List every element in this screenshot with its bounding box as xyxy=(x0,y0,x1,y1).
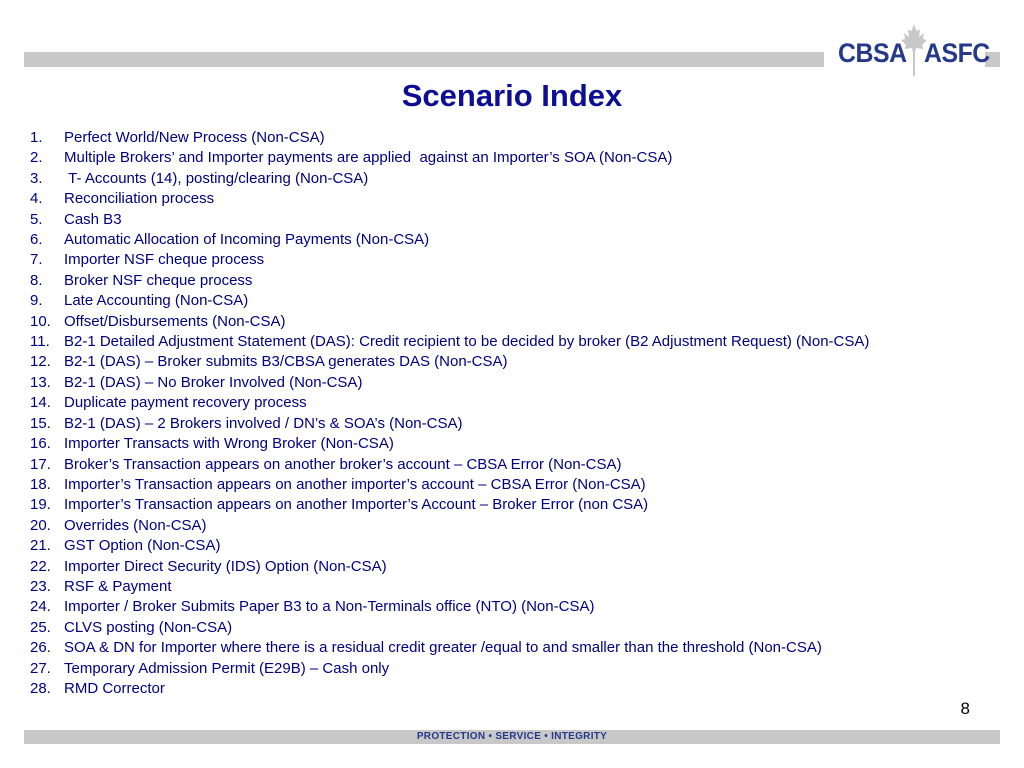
scenario-item-number: 8. xyxy=(30,271,43,289)
scenario-item-text: B2-1 Detailed Adjustment Statement (DAS): Credit recipient to be decided by broker (B2 Adjustment Request) (Non-CSA) xyxy=(64,333,870,351)
scenario-item-text: Importer’s Transaction appears on another importer’s account – CBSA Error (Non-CSA) xyxy=(64,475,646,493)
scenario-item-text: Multiple Brokers’ and Importer payments are applied against an Importer’s SOA (Non-CSA) xyxy=(64,149,673,167)
scenario-item-number: 24. xyxy=(30,598,51,616)
scenario-item-number: 3. xyxy=(30,169,43,187)
scenario-item-number: 26. xyxy=(30,639,51,657)
scenario-item-number: 6. xyxy=(30,231,43,249)
scenario-item xyxy=(30,577,950,597)
page-title: Scenario Index xyxy=(401,78,623,113)
scenario-item xyxy=(30,271,950,291)
scenario-item-number: 11. xyxy=(30,333,50,351)
scenario-item xyxy=(30,536,950,556)
page-number: 8 xyxy=(960,699,970,718)
logo-text-asfc: ASFC xyxy=(924,38,990,68)
scenario-item-text: B2-1 (DAS) – 2 Brokers involved / DN’s & SOA’s (Non-CSA) xyxy=(64,414,463,432)
scenario-item xyxy=(30,128,950,148)
scenario-item-text: Reconciliation process xyxy=(64,190,215,208)
scenario-item-number: 16. xyxy=(30,435,51,453)
scenario-item xyxy=(30,434,950,454)
scenario-item-text: Importer’s Transaction appears on another Importer’s Account – Broker Error (non CSA) xyxy=(64,496,649,514)
scenario-item-text: Perfect World/New Process (Non-CSA) xyxy=(64,129,325,146)
scenario-item xyxy=(30,148,950,168)
scenario-item xyxy=(30,352,950,372)
scenario-item-number: 14. xyxy=(30,394,51,412)
scenario-item xyxy=(30,557,950,577)
scenario-item xyxy=(30,291,950,311)
scenario-item xyxy=(30,638,950,658)
scenario-item-number: 20. xyxy=(30,516,51,534)
scenario-item xyxy=(30,414,950,434)
scenario-item xyxy=(30,230,950,250)
scenario-item xyxy=(30,475,950,495)
scenario-item xyxy=(30,495,950,515)
scenario-item-number: 7. xyxy=(30,251,43,269)
scenario-item xyxy=(30,659,950,679)
scenario-item xyxy=(30,210,950,230)
scenario-item xyxy=(30,373,950,393)
scenario-item-text: T- Accounts (14), posting/clearing (Non-CSA) xyxy=(64,169,369,187)
scenario-item xyxy=(30,189,950,209)
scenario-item-text: CLVS posting (Non-CSA) xyxy=(64,618,233,636)
scenario-item-text: Overrides (Non-CSA) xyxy=(64,516,207,534)
scenario-item-text: Late Accounting (Non-CSA) xyxy=(64,292,249,310)
scenario-item-text: Duplicate payment recovery process xyxy=(64,394,307,412)
scenario-item-number: 27. xyxy=(30,659,51,677)
scenario-item-text: Importer / Broker Submits Paper B3 to a Non-Terminals office (NTO) (Non-CSA) xyxy=(64,598,595,616)
scenario-item-number: 22. xyxy=(30,557,51,575)
scenario-item-text: B2-1 (DAS) – Broker submits B3/CBSA generates DAS (Non-CSA) xyxy=(64,353,508,371)
scenario-item-text: SOA & DN for Importer where there is a residual credit greater /equal to and smaller than the threshold (Non-CSA) xyxy=(64,639,822,657)
scenario-item-number: 19. xyxy=(30,496,51,514)
scenario-item-number: 10. xyxy=(30,312,51,330)
scenario-item-text: Importer Transacts with Wrong Broker (Non-CSA) xyxy=(64,435,394,453)
scenario-item xyxy=(30,332,950,352)
scenario-item-number: 25. xyxy=(30,618,51,636)
scenario-item-number: 28. xyxy=(30,679,51,697)
scenario-item-number: 21. xyxy=(30,537,51,555)
scenario-item-number: 15. xyxy=(30,414,51,432)
scenario-item-number: 13. xyxy=(30,373,51,391)
scenario-item-text: Importer NSF cheque process xyxy=(64,251,265,269)
scenario-item xyxy=(30,250,950,270)
scenario-item-number: 9. xyxy=(30,292,43,310)
scenario-item-text: RMD Corrector xyxy=(64,679,165,697)
scenario-item xyxy=(30,393,950,413)
scenario-list xyxy=(30,128,950,699)
scenario-item-text: Offset/Disbursements (Non-CSA) xyxy=(64,312,286,330)
scenario-item-text: Temporary Admission Permit (E29B) – Cash only xyxy=(64,659,390,677)
scenario-item-text: Broker’s Transaction appears on another broker’s account – CBSA Error (Non-CSA) xyxy=(64,455,622,473)
scenario-item-text: B2-1 (DAS) – No Broker Involved (Non-CSA) xyxy=(64,373,363,391)
scenario-item xyxy=(30,312,950,332)
top-header-band xyxy=(24,52,824,67)
scenario-item xyxy=(30,516,950,536)
scenario-item-number: 5. xyxy=(30,210,43,228)
logo-text-cbsa: CBSA xyxy=(838,38,907,68)
scenario-item-text: Importer Direct Security (IDS) Option (Non-CSA) xyxy=(64,557,387,575)
scenario-item-number: 17. xyxy=(30,455,51,473)
scenario-item-number: 23. xyxy=(30,577,51,595)
cbsa-asfc-logo xyxy=(836,22,990,78)
scenario-item-text: RSF & Payment xyxy=(64,577,172,595)
scenario-item xyxy=(30,169,950,189)
scenario-item xyxy=(30,618,950,638)
footer-tagline: PROTECTION • SERVICE • INTEGRITY xyxy=(416,731,608,742)
scenario-item-number: 18. xyxy=(30,475,51,493)
scenario-item xyxy=(30,597,950,617)
scenario-item-number: 4. xyxy=(30,190,43,208)
scenario-item-number: 1. xyxy=(30,129,43,146)
scenario-item xyxy=(30,455,950,475)
scenario-item-text: Broker NSF cheque process xyxy=(64,271,253,289)
scenario-item-text: Cash B3 xyxy=(64,210,122,228)
scenario-item-text: GST Option (Non-CSA) xyxy=(64,537,221,555)
scenario-item-number: 12. xyxy=(30,353,51,371)
scenario-item-number: 2. xyxy=(30,149,43,167)
scenario-item-text: Automatic Allocation of Incoming Payments (Non-CSA) xyxy=(64,231,430,249)
scenario-item xyxy=(30,679,950,699)
